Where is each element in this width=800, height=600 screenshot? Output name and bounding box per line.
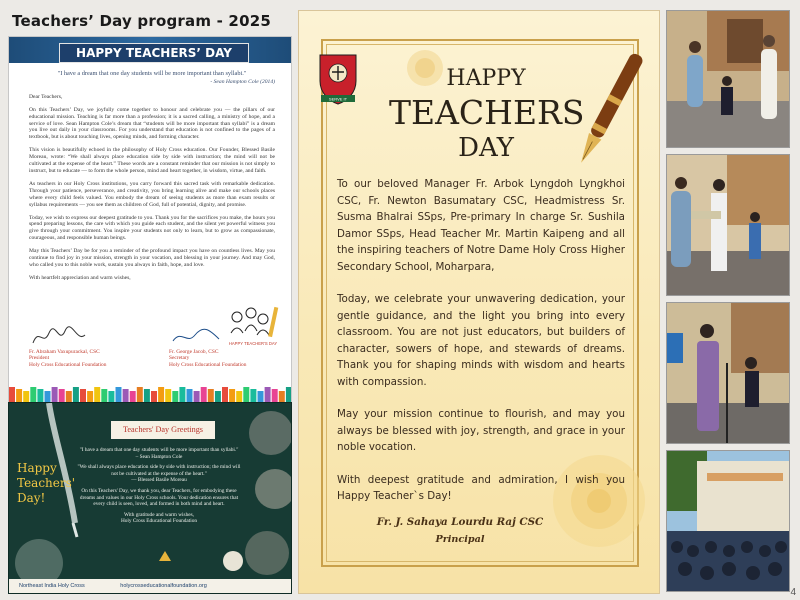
crayon [80, 389, 86, 403]
page-number: 4 [790, 587, 796, 598]
greeting-quote: "I have a dream that one day students will be more important than syllabi." [79, 447, 239, 453]
signatory-role: Secretary [169, 355, 190, 362]
program-title: Teachers’ Day program - 2025 [12, 12, 271, 30]
photo-microphone [666, 302, 790, 444]
crayon [179, 387, 185, 403]
greeting-closing-org: Holy Cross Educational Foundation [120, 518, 198, 525]
letter-paragraph: This vision is beautifully echoed in the philosophy of Holy Cross education. Our Founder, Blessed Basile Moreau, wrote: “We shall always place education side by side with instruction; the mind will not be cultivated at the expense of the heart.” These words are a constant reminder that our mission is not simply to instruct, but to educate — to form the whole person, mind and heart together, in wisdom, virtue, and faith. [29, 147, 275, 174]
photo-assembly [666, 450, 790, 592]
letter-paragraph: As teachers in our Holy Cross institutions, you carry forward this sacred task with remarkable dedication. Through your patience, perseverance, and creativity, you bring learning alive and make our schools places where every child feels valued. You embody the dream of seeing students as more than exam results or syllabus requirements — you see them as children of God, full of potential, dignity, and promise. [29, 180, 275, 208]
principal-role: Principal [435, 534, 485, 545]
principal-name: Fr. J. Sahaya Lourdu Raj CSC [376, 516, 544, 528]
main-paragraph: May your mission continue to flourish, and may you always be blessed with joy, strength, and grace in your noble vocation. [337, 408, 625, 453]
crayon [165, 389, 171, 403]
crayon [30, 387, 36, 403]
heading-teachers: TEACHERS [389, 93, 585, 132]
letter-paragraph: Today, we wish to express our deepest gratitude to you. Thank you for the sacrifices you make, the hours you spend preparing lessons, the care with which you guide each student, and the silent yet powerful witness you give through your commitment. You inspire your students not only to learn, but to grow as compassionate, courageous, and responsible human beings. [29, 214, 275, 242]
greeting-message: On this Teachers' Day, we thank you, dear Teachers, for embodying these dreams and values in our Holy Cross schools. Your dedication ensures that every child is seen, loved, and formed in both mind and heart. [79, 487, 239, 508]
crayon [16, 389, 22, 403]
greeting-card [8, 402, 292, 594]
signatory-org: Holy Cross Educational Foundation [169, 361, 247, 368]
drawing-caption: HAPPY TEACHER'S DAY [228, 341, 278, 346]
crayon [144, 389, 150, 403]
signatory-org: Holy Cross Educational Foundation [29, 361, 107, 368]
greeting-quote-source: – Sean Hampton Cole [135, 453, 183, 460]
photo-teacher-honouring [666, 10, 790, 148]
left-column [8, 10, 292, 594]
letter-quote-source: - Sean Hampton Cole (2014) [210, 78, 275, 85]
letter-paragraph: May this Teachers’ Day be for you a reminder of the profound impact you have on countless lives. May you continue to find joy in your mission, strength in your vocation, and blessing in your journey. And may God, who called you to this noble work, sustain you always in faith, hope, and love. [29, 248, 275, 268]
crayon [37, 389, 43, 403]
greeting-closing: With gratitude and warm wishes, [124, 511, 194, 518]
fountain-pen-icon [561, 41, 651, 191]
signatory-1 [29, 325, 149, 368]
signatory-role: President [29, 355, 50, 362]
greeting-footer [9, 579, 291, 593]
crayon [208, 389, 214, 403]
crayon [52, 387, 58, 403]
crayon [272, 389, 278, 403]
letter-paragraph: On this Teachers’ Day, we joyfully come together to honour and celebrate you — the pillars of our educational mission. Teaching is far more than a profession; it is a sacred calling, a ministry of hope, and a service of love. Sean Hampton Cole’s dream that “students will be more important than syllabi” is a dream you live out daily in your classrooms. For you understand that education is not confined to the pages of a textbook, but is about touching lives, opening minds, and forming character. [29, 106, 275, 141]
letter-body [29, 71, 275, 288]
greeting-line: Day! [17, 491, 46, 505]
letter-card [8, 36, 292, 404]
crayon [137, 387, 143, 403]
crest-text: SERVE IT [328, 96, 348, 102]
letter-paragraph: Dear Teachers, [29, 93, 63, 100]
signatures [29, 325, 281, 371]
signature-scribble-icon [169, 325, 229, 349]
main-greeting-card [298, 10, 660, 594]
greeting-title: Teachers' Day Greetings [111, 421, 215, 439]
crayon [158, 387, 164, 403]
footer-site: holycrosseducationalfoundation.org [120, 583, 207, 589]
signatory-2 [169, 325, 289, 368]
crayon [123, 389, 129, 403]
greeting-happy-text [17, 461, 75, 506]
letter-paragraph: With heartfelt appreciation and warm wishes, [29, 274, 131, 281]
greeting-quote-2: "We shall always place education side by side with instruction; the mind will not be cultivated at the expense of the heart." [77, 464, 241, 477]
crayon [116, 387, 122, 403]
main-paragraph: To our beloved Manager Fr. Arbok Lyngdoh Lyngkhoi CSC, Fr. Newton Basumatary CSC, Headmistress Sr. Susma Bhalrai SSps, Pre-primary In charge Sr. Sushila Damor SSps, Head Teacher Mr. Martin Kaipeng and all the inspiring teachers of Notre Dame Holy Cross Higher Secondary School, Moharpara, [337, 178, 625, 273]
main-paragraph: With deepest gratitude and admiration, I wish you Happy Teacher`s Day! [337, 473, 625, 502]
crayon [243, 387, 249, 403]
crayon [59, 389, 65, 403]
heading-happy: HAPPY [446, 66, 526, 91]
signatory-name: Fr. Abraham Vaxupurackal, CSC [29, 349, 100, 355]
signature-scribble-icon [29, 325, 89, 349]
footer-social: Northeast India Holy Cross [19, 583, 85, 589]
crayon [101, 389, 107, 403]
main-signature [337, 513, 583, 549]
crayon [9, 387, 15, 403]
greeting-body [75, 447, 243, 529]
main-paragraph: Today, we celebrate your unwavering dedication, your gentle guidance, and the light you bring into every classroom. You are not just educators, but builders of character, sowers of hope, and stewards of dreams. Thank you for shaping minds with wisdom and hearts with compassion. [337, 293, 625, 388]
main-message [337, 176, 625, 521]
crayon [265, 387, 271, 403]
crayon [250, 389, 256, 403]
letter-banner: HAPPY TEACHERS’ DAY [59, 43, 249, 63]
greeting-quote-2-source: — Blessed Basile Moreau [131, 477, 187, 484]
letter-quote: "I have a dream that one day students will be more important than syllabi." [57, 70, 247, 77]
crayons-border-icon [9, 383, 292, 403]
crayon [201, 387, 207, 403]
crayon [73, 387, 79, 403]
crayon [94, 387, 100, 403]
crayon [187, 389, 193, 403]
heading-day: DAY [458, 133, 514, 163]
school-crest-icon [317, 51, 359, 105]
greeting-line: Teachers' [17, 476, 76, 490]
crayon [222, 387, 228, 403]
photo-teacher-gift [666, 154, 790, 296]
greeting-line: Happy [17, 461, 57, 475]
crayon [229, 389, 235, 403]
signatory-name: Fr. George Jacob, CSC [169, 349, 219, 355]
crayon [286, 387, 292, 403]
